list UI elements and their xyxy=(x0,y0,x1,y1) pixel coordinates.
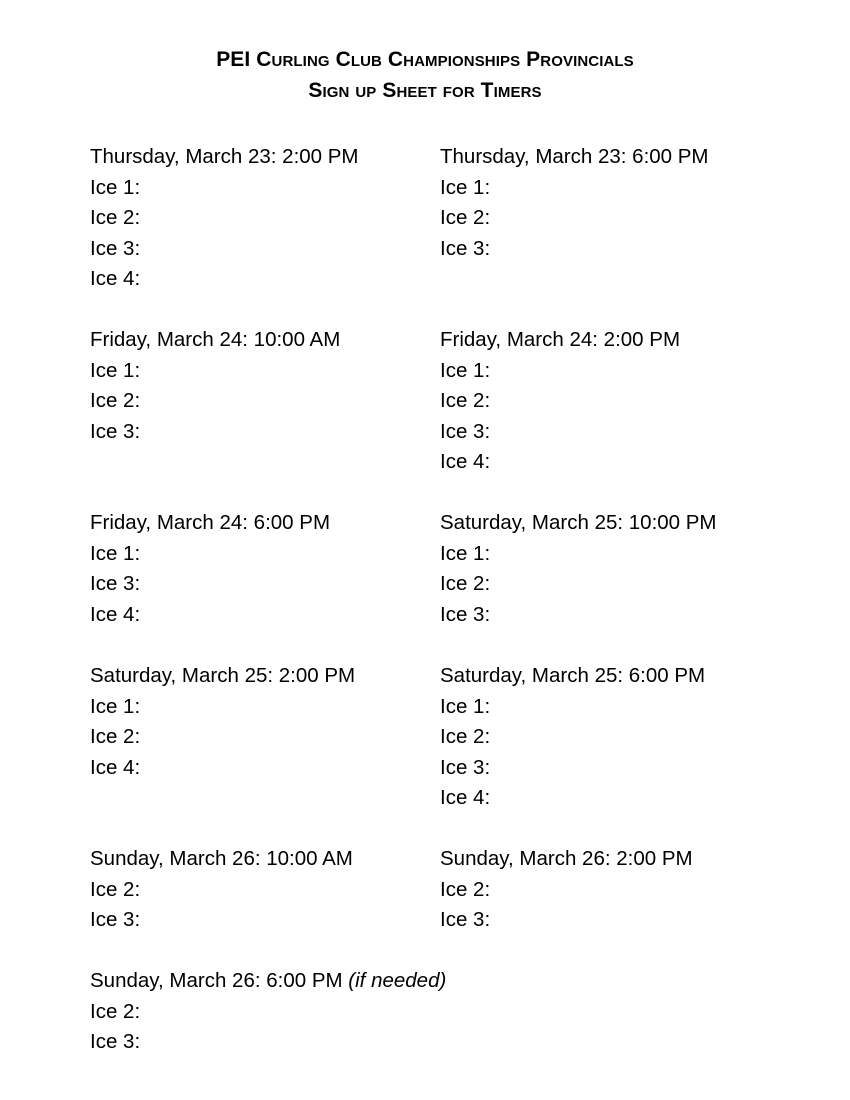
ice-signup-line: Ice 4: xyxy=(440,450,491,473)
ice-signup-line: Ice 1: xyxy=(440,175,491,199)
ice-signup-line: Ice 2: xyxy=(440,389,491,412)
timeslot-block xyxy=(440,508,717,630)
ice-signup-line: Ice 2: xyxy=(90,999,141,1023)
ice-signup-line: Ice 4: xyxy=(90,602,141,626)
timeslot-block xyxy=(440,844,693,936)
ice-signup-line: Ice 1: xyxy=(90,541,141,565)
document-header xyxy=(0,44,850,106)
ice-signup-line: Ice 1: xyxy=(90,175,141,199)
timeslot-heading: Friday, March 24: 10:00 AM xyxy=(90,328,341,351)
ice-signup-line: Ice 3: xyxy=(90,572,141,595)
timeslot-block xyxy=(440,142,709,264)
timeslot-heading: Saturday, March 25: 2:00 PM xyxy=(90,664,356,687)
if-needed-note: (if needed) xyxy=(348,969,447,992)
ice-signup-line: Ice 2: xyxy=(440,725,491,748)
ice-signup-line: Ice 4: xyxy=(440,786,491,809)
timeslot-heading: Thursday, March 23: 6:00 PM xyxy=(440,145,709,168)
timeslot-heading: Saturday, March 25: 6:00 PM xyxy=(440,664,706,687)
timeslot-block xyxy=(440,325,680,478)
ice-signup-line: Ice 3: xyxy=(90,908,141,931)
ice-signup-line: Ice 2: xyxy=(440,206,491,229)
ice-signup-line: Ice 1: xyxy=(440,694,491,718)
timeslot-block xyxy=(90,325,340,447)
page-subtitle: Sign up Sheet for Timers xyxy=(308,79,542,102)
ice-signup-line: Ice 3: xyxy=(90,236,141,260)
ice-signup-line: Ice 2: xyxy=(90,389,141,412)
timeslot-block xyxy=(90,844,353,936)
ice-signup-line: Ice 2: xyxy=(440,572,491,595)
ice-signup-line: Ice 2: xyxy=(90,725,141,748)
ice-signup-line: Ice 2: xyxy=(440,877,491,901)
ice-signup-line: Ice 1: xyxy=(440,358,491,382)
timeslot-heading: Sunday, March 26: 10:00 AM xyxy=(90,847,353,870)
ice-signup-line: Ice 3: xyxy=(440,602,491,626)
timeslot-heading: Friday, March 24: 2:00 PM xyxy=(440,328,681,351)
page-title: PEI Curling Club Championships Provincials xyxy=(216,48,634,71)
ice-signup-line: Ice 3: xyxy=(90,419,141,443)
ice-signup-line: Ice 4: xyxy=(90,755,141,779)
timeslot-heading xyxy=(90,966,446,997)
timeslot-block xyxy=(90,142,359,295)
ice-signup-line: Ice 1: xyxy=(90,358,141,382)
timeslot-block xyxy=(440,661,705,814)
timeslot-block xyxy=(90,966,446,1058)
timeslot-heading: Friday, March 24: 6:00 PM xyxy=(90,511,331,534)
ice-signup-line: Ice 3: xyxy=(440,236,491,260)
timeslot-heading: Sunday, March 26: 2:00 PM xyxy=(440,847,693,870)
ice-signup-line: Ice 1: xyxy=(90,694,141,718)
ice-signup-line: Ice 3: xyxy=(440,908,491,931)
timeslot-heading: Saturday, March 25: 10:00 PM xyxy=(440,511,717,534)
ice-signup-line: Ice 4: xyxy=(90,267,141,290)
ice-signup-line: Ice 2: xyxy=(90,877,141,901)
timeslot-heading-text: Sunday, March 26: 6:00 PM xyxy=(90,969,343,992)
ice-signup-line: Ice 2: xyxy=(90,206,141,229)
timeslot-block xyxy=(90,508,330,630)
ice-signup-line: Ice 3: xyxy=(440,419,491,443)
ice-signup-line: Ice 1: xyxy=(440,541,491,565)
ice-signup-line: Ice 3: xyxy=(90,1030,141,1053)
timeslot-block xyxy=(90,661,355,783)
ice-signup-line: Ice 3: xyxy=(440,755,491,779)
timeslot-heading: Thursday, March 23: 2:00 PM xyxy=(90,145,359,168)
